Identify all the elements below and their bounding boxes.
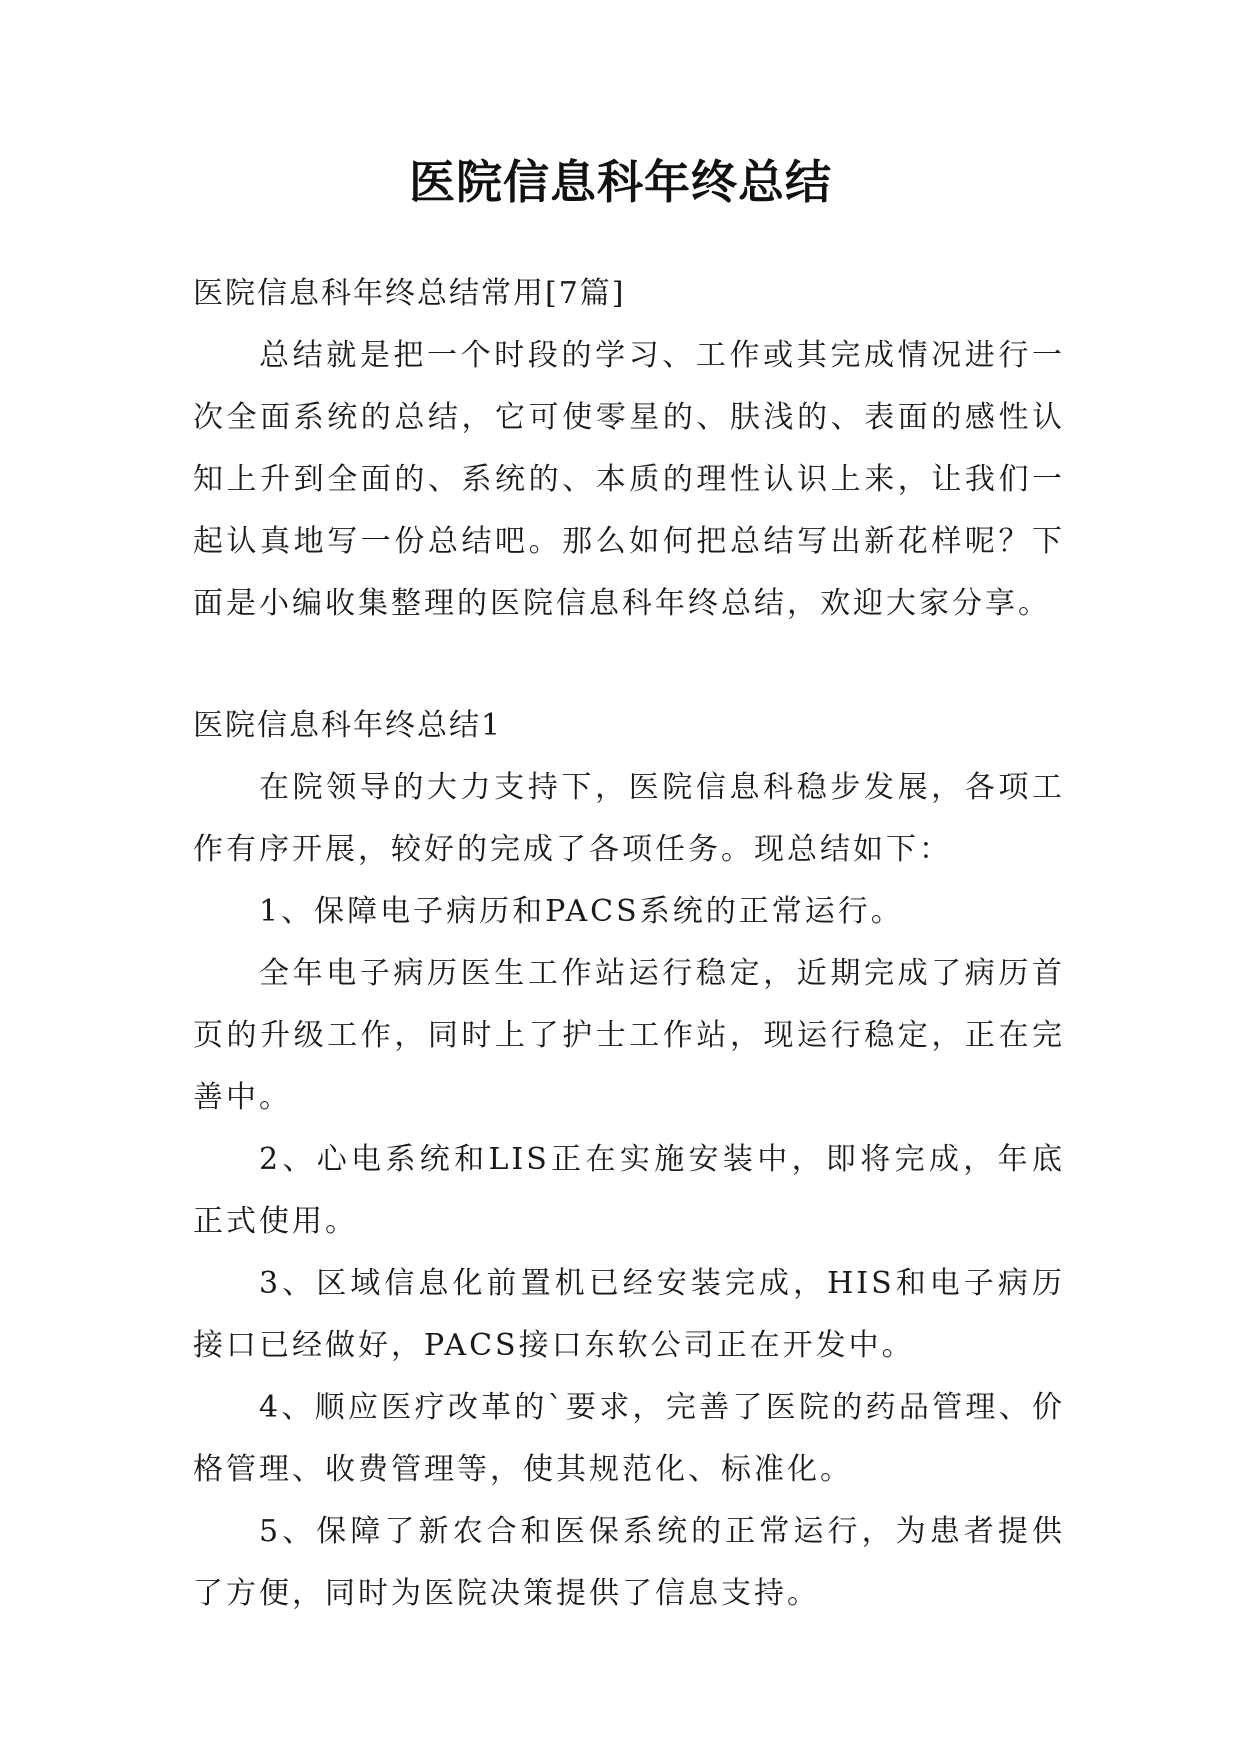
document-body <box>193 263 1065 1625</box>
list-item: 4、顺应医疗改革的`要求，完善了医院的药品管理、价格管理、收费管理等，使其规范化、标准化。 <box>193 1390 1065 1487</box>
body-paragraph: 全年电子病历医生工作站运行稳定，近期完成了病历首页的升级工作，同时上了护士工作站，现运行稳定，正在完善中。 <box>193 956 1065 1115</box>
list-item: 2、心电系统和LIS正在实施安装中，即将完成，年底正式使用。 <box>193 1142 1065 1239</box>
section-heading: 医院信息科年终总结1 <box>193 708 503 743</box>
list-item: 5、保障了新农合和医保系统的正常运行，为患者提供了方便，同时为医院决策提供了信息支持。 <box>193 1514 1065 1611</box>
list-item-heading: 1、保障电子病历和PACS系统的正常运行。 <box>259 894 904 929</box>
section-spacer <box>193 635 1065 695</box>
document-subtitle: 医院信息科年终总结常用[7篇] <box>193 276 626 311</box>
list-item: 3、区域信息化前置机已经安装完成，HIS和电子病历接口已经做好，PACS接口东软公司正在开发中。 <box>193 1266 1065 1363</box>
body-paragraph: 在院领导的大力支持下，医院信息科稳步发展，各项工作有序开展，较好的完成了各项任务。现总结如下： <box>193 770 1065 867</box>
document-title: 医院信息科年终总结 <box>409 155 832 209</box>
intro-paragraph: 总结就是把一个时段的学习、工作或其完成情况进行一次全面系统的总结，它可使零星的、肤浅的、表面的感性认知上升到全面的、系统的、本质的理性认识上来，让我们一起认真地写一份总结吧。那么如何把总结写出新花样呢？下面是小编收集整理的医院信息科年终总结，欢迎大家分享。 <box>193 338 1065 621</box>
